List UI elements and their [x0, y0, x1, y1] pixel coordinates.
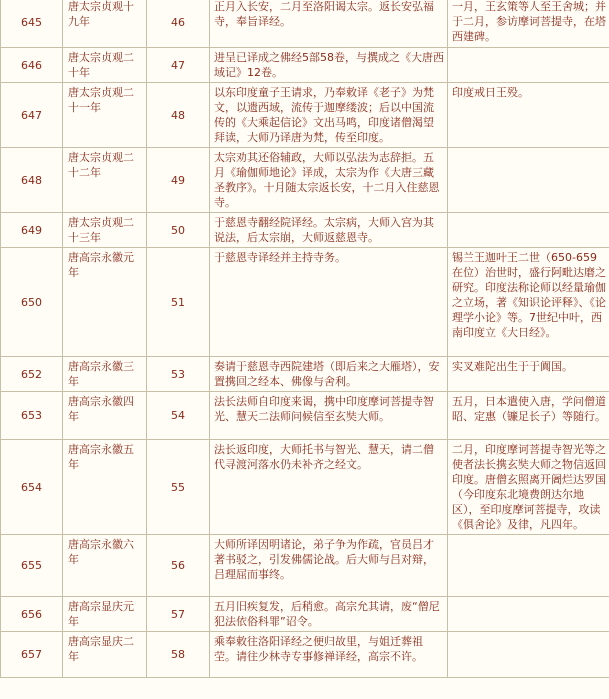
row-event-cell: 乘奉敕往洛阳译经之便归故里，与姐迁葬祖茔。请往少林寺专事修禅译经，高宗不许。 — [210, 632, 448, 678]
row-age-cell: 51 — [147, 248, 210, 357]
row-year-cell: 649 — [1, 213, 63, 248]
table-row — [1, 597, 609, 632]
row-event-cell: 五月旧疾复发，后稍愈。高宗允其请，废“僧尼犯法依俗科罪”诏令。 — [210, 597, 448, 632]
row-era-cell: 唐高宗永徽四年 — [63, 392, 147, 440]
row-year-cell: 648 — [1, 148, 63, 213]
row-era-cell: 唐高宗永徽三年 — [63, 357, 147, 392]
row-era-cell: 唐太宗贞观二十一年 — [63, 83, 147, 148]
row-event-cell: 以东印度童子王请求，乃奉敕译《老子》为梵文，以遗西域，流传于迦摩缕波；后以中国流传的《大乘起信论》文出马鸣，印度诸僧渴望拜读，大师乃译唐为梵，传至印度。 — [210, 83, 448, 148]
row-age-cell: 58 — [147, 632, 210, 678]
row-year-cell: 647 — [1, 83, 63, 148]
row-context-cell — [448, 632, 609, 678]
row-event-cell: 于慈恩寺译经并主持寺务。 — [210, 248, 448, 357]
row-event-cell: 奏请于慈恩寺西院建塔（即后来之大雁塔），安置携回之经本、佛像与舍利。 — [210, 357, 448, 392]
row-age-cell: 50 — [147, 213, 210, 248]
row-era-cell: 唐太宗贞观十九年 — [63, 0, 147, 48]
row-event-cell: 进呈已译成之佛经5部58卷，与撰成之《大唐西域记》12卷。 — [210, 48, 448, 83]
row-context-cell — [448, 213, 609, 248]
row-year-cell: 656 — [1, 597, 63, 632]
row-context-cell: 五月，日本遣使入唐，学问僧道昭、定惠（镰足长子）等随行。 — [448, 392, 609, 440]
row-context-cell — [448, 48, 609, 83]
row-age-cell: 56 — [147, 535, 210, 597]
row-year-cell: 657 — [1, 632, 63, 678]
row-era-cell: 唐太宗贞观二十年 — [63, 48, 147, 83]
row-event-cell: 正月入长安，二月至洛阳谒太宗。返长安弘福寺，奉旨译经。 — [210, 0, 448, 48]
row-event-cell: 法长法师自印度来谒，携中印度摩诃菩提寺智光、慧天二法师问候信至玄奘大师。 — [210, 392, 448, 440]
row-year-cell: 654 — [1, 440, 63, 535]
row-era-cell: 唐高宗永徽五年 — [63, 440, 147, 535]
row-year-cell: 645 — [1, 0, 63, 48]
row-age-cell: 46 — [147, 0, 210, 48]
row-year-cell: 653 — [1, 392, 63, 440]
table-row — [1, 535, 609, 597]
row-era-cell: 唐高宗显庆元年 — [63, 597, 147, 632]
row-event-cell: 太宗劝其还俗辅政，大师以弘法为志辞拒。五月《瑜伽师地论》译成，太宗为作《大唐三藏圣教序》。十月随太宗返长安，十二月入住慈恩寺。 — [210, 148, 448, 213]
row-age-cell: 48 — [147, 83, 210, 148]
row-era-cell: 唐高宗显庆二年 — [63, 632, 147, 678]
row-era-cell: 唐太宗贞观二十二年 — [63, 148, 147, 213]
table-row — [1, 213, 609, 248]
table-row — [1, 48, 609, 83]
row-context-cell — [448, 148, 609, 213]
row-context-cell: 锡兰王迦叶王二世（650-659在位）治世时，盛行阿毗达磨之研究。印度法称论师以经量瑜伽之立场，著《知识论评释》、《论理学小论》等。7世纪中叶，西南印度立《大日经》。 — [448, 248, 609, 357]
row-context-cell — [448, 597, 609, 632]
table-row — [1, 0, 609, 48]
row-era-cell: 唐太宗贞观二十三年 — [63, 213, 147, 248]
row-year-cell: 652 — [1, 357, 63, 392]
row-age-cell: 55 — [147, 440, 210, 535]
table-row — [1, 392, 609, 440]
row-age-cell: 47 — [147, 48, 210, 83]
table-row — [1, 440, 609, 535]
row-event-cell: 法长返印度，大师托书与智光、慧天，请二僧代寻渡河落水仍未补齐之经文。 — [210, 440, 448, 535]
row-event-cell: 于慈恩寺翻经院译经。太宗病，大师入宫为其说法，后太宗崩，大师返慈恩寺。 — [210, 213, 448, 248]
row-context-cell — [448, 535, 609, 597]
row-context-cell: 二月，印度摩诃菩提寺智光等之使者法长携玄奘大师之物信返回印度。唐僧玄照离开阇烂达罗国（今印度东北境费朗达尔地区），至印度摩诃菩提寺，攻读《俱舍论》及律，凡四年。 — [448, 440, 609, 535]
table-row — [1, 248, 609, 357]
row-year-cell: 650 — [1, 248, 63, 357]
row-age-cell: 53 — [147, 357, 210, 392]
row-event-cell: 大师所译因明诸论，弟子争为作疏，官员吕才著书驳之，引发佛儒论战。后大师与吕对辩，吕理屈而事终。 — [210, 535, 448, 597]
row-year-cell: 646 — [1, 48, 63, 83]
row-era-cell: 唐高宗永徽六年 — [63, 535, 147, 597]
row-age-cell: 57 — [147, 597, 210, 632]
row-age-cell: 54 — [147, 392, 210, 440]
row-year-cell: 655 — [1, 535, 63, 597]
table-row — [1, 148, 609, 213]
table-row — [1, 357, 609, 392]
row-context-cell: 一月，王玄策等人至王舍城；并于二月，参访摩诃菩提寺，在塔西建碑。 — [448, 0, 609, 48]
table-row — [1, 83, 609, 148]
row-context-cell: 印度戒日王殁。 — [448, 83, 609, 148]
row-era-cell: 唐高宗永徽元年 — [63, 248, 147, 357]
row-age-cell: 49 — [147, 148, 210, 213]
table-row — [1, 632, 609, 678]
row-context-cell: 实叉难陀出生于于阗国。 — [448, 357, 609, 392]
